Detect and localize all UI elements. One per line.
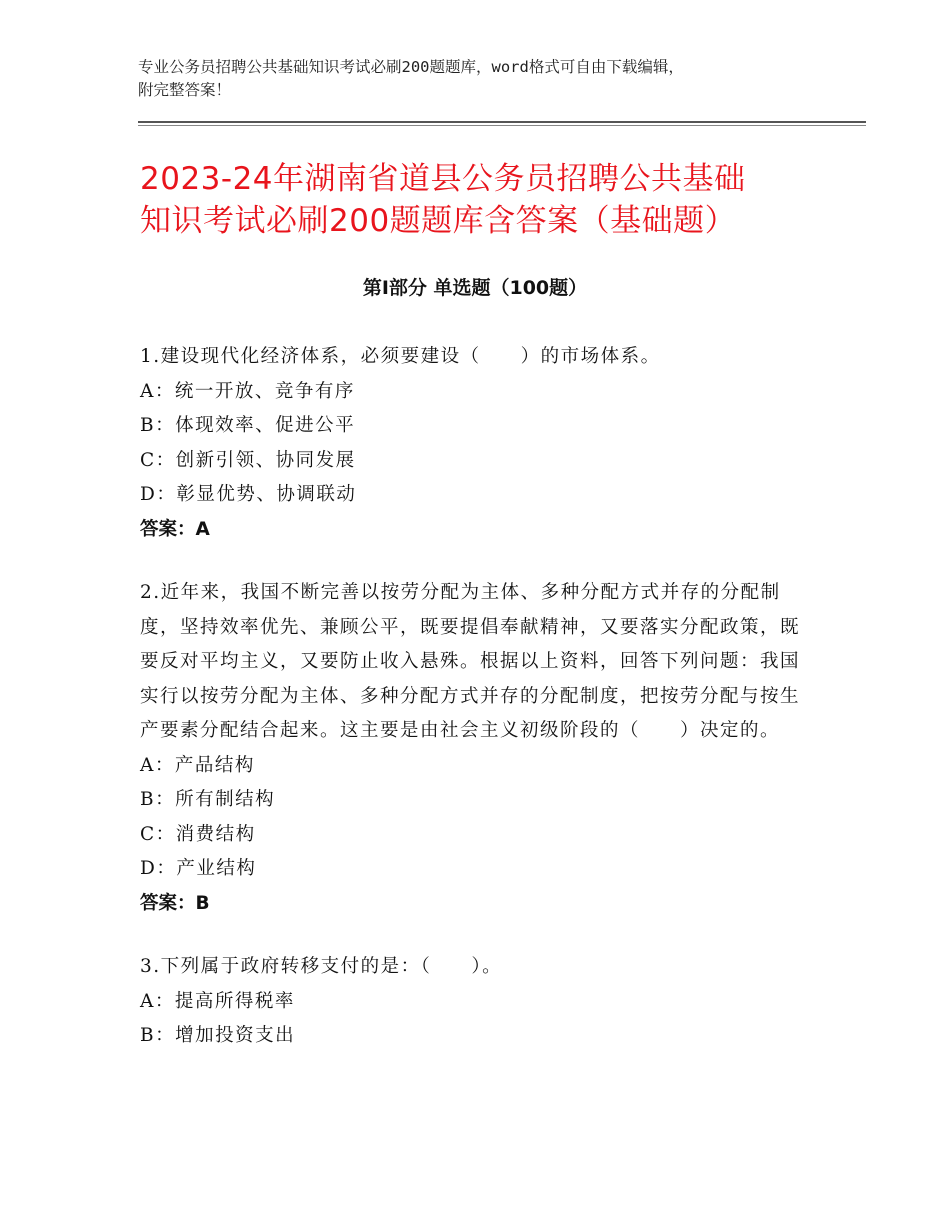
question-stem: 3.下列属于政府转移支付的是：（ ）。 <box>140 956 503 977</box>
question-stem: 2.近年来，我国不断完善以按劳分配为主体、多种分配方式并存的分配制度，坚持效率优先、兼顾公平，既要提倡奉献精神，又要落实分配政策，既要反对平均主义，又要防止收入悬殊。根据以上资料，回答下列问题：我国实行以按劳分配为主体、多种分配方式并存的分配制度，把按劳分配与按生产要素分配结合起来。这主要是由社会主义初级阶段的（ ）决定的。 <box>140 582 801 741</box>
question-option: A：产品结构 <box>140 754 255 776</box>
question-item <box>140 576 800 921</box>
header-note-line-1: 专业公务员招聘公共基础知识考试必刷200题题库，word格式可自由下载编辑， <box>138 58 684 76</box>
question-list <box>140 340 800 1083</box>
section-heading: 第Ⅰ部分 单选题（100题） <box>362 277 588 299</box>
question-option: B：所有制结构 <box>140 789 276 810</box>
header-divider-thick <box>138 121 866 123</box>
document-title-line-1: 2023-24年湖南省道县公务员招聘公共基础 <box>140 161 746 197</box>
question-answer: 答案：B <box>140 892 210 914</box>
question-option: B：增加投资支出 <box>140 1025 296 1046</box>
question-option: A：统一开放、竞争有序 <box>140 380 355 402</box>
document-title <box>140 158 840 242</box>
question-option: A：提高所得税率 <box>140 990 295 1012</box>
question-option: D：产业结构 <box>140 858 257 879</box>
question-option: C：消费结构 <box>140 823 256 845</box>
question-stem: 1.建设现代化经济体系，必须要建设（ ）的市场体系。 <box>140 346 661 367</box>
question-item <box>140 340 800 547</box>
question-option: D：彰显优势、协调联动 <box>140 484 357 505</box>
document-title-line-2: 知识考试必刷200题题库含答案（基础题） <box>140 203 737 239</box>
question-answer: 答案：A <box>140 518 210 540</box>
question-option: C：创新引领、协同发展 <box>140 449 356 471</box>
header-note <box>138 56 828 102</box>
header-note-line-2: 附完整答案！ <box>138 81 232 99</box>
question-option: B：体现效率、促进公平 <box>140 415 356 436</box>
question-item <box>140 950 800 1054</box>
header-divider-thin <box>138 125 866 126</box>
